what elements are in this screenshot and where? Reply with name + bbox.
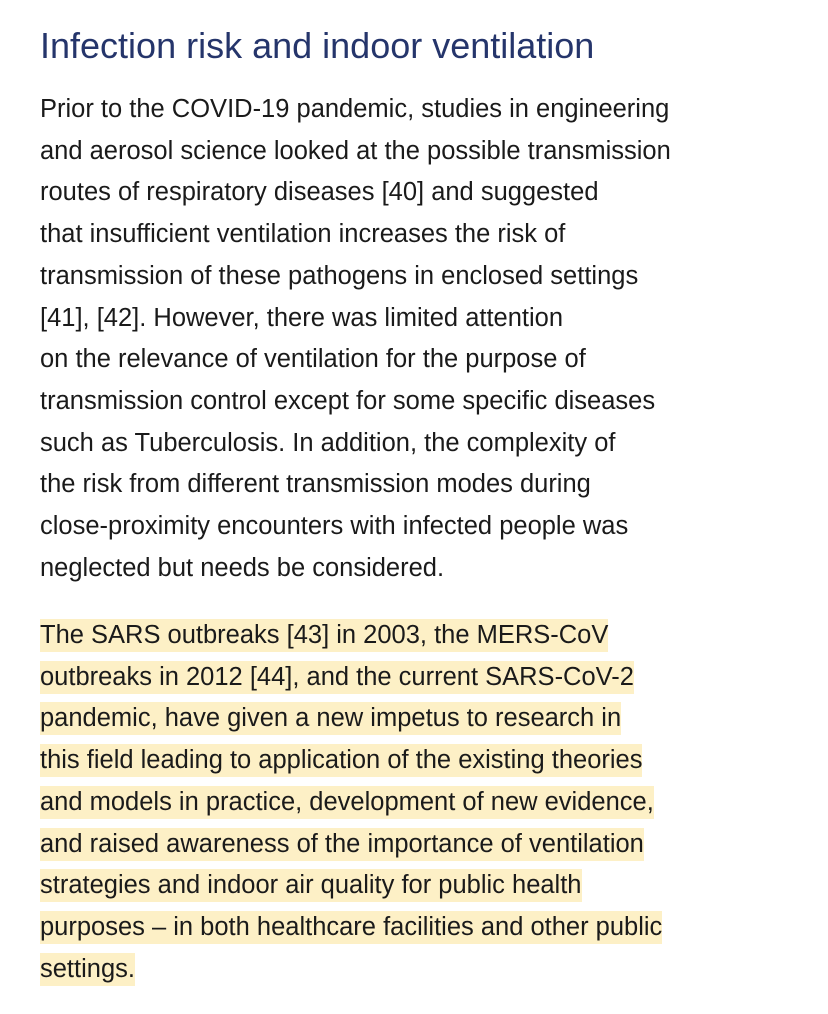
paragraph-line: close-proximity encounters with infected people was [40, 512, 629, 541]
paragraph-line: Prior to the COVID-19 pandemic, studies in engineering [40, 95, 670, 123]
paragraph-line: the risk from different transmission modes during [40, 470, 591, 499]
highlighted-line: outbreaks in 2012 [44], and the current SARS-CoV-2 [40, 661, 634, 694]
paragraph-line: transmission of these pathogens in enclosed settings [40, 261, 639, 290]
section-title: Infection risk and indoor ventilation [40, 25, 595, 66]
paragraph-line: that insufficient ventilation increases the risk of [40, 220, 566, 249]
paragraph-line: on the relevance of ventilation for the purpose of [40, 345, 586, 374]
highlighted-line: The SARS outbreaks [43] in 2003, the MERS-CoV [40, 619, 608, 652]
paragraph-line: and aerosol science looked at the possible transmission [40, 136, 671, 165]
highlighted-line: and raised awareness of the importance of ventilation [40, 828, 644, 861]
paragraph-line: routes of respiratory diseases [40] and suggested [40, 178, 599, 207]
paragraph-line: transmission control except for some specific diseases [40, 386, 656, 415]
highlighted-line: purposes – in both healthcare facilities and other public [40, 911, 662, 944]
paragraph-line: such as Tuberculosis. In addition, the complexity of [40, 428, 616, 457]
paragraph-2-highlighted [40, 615, 662, 990]
paragraph-1 [40, 89, 671, 589]
paragraph-line: [41], [42]. However, there was limited attention [40, 303, 564, 332]
highlighted-line: and models in practice, development of new evidence, [40, 786, 654, 819]
highlighted-line: settings. [40, 953, 135, 986]
highlighted-line: pandemic, have given a new impetus to research in [40, 702, 621, 735]
highlighted-line: strategies and indoor air quality for public health [40, 869, 582, 902]
paragraph-line: neglected but needs be considered. [40, 553, 445, 582]
highlighted-line: this field leading to application of the existing theories [40, 744, 642, 777]
